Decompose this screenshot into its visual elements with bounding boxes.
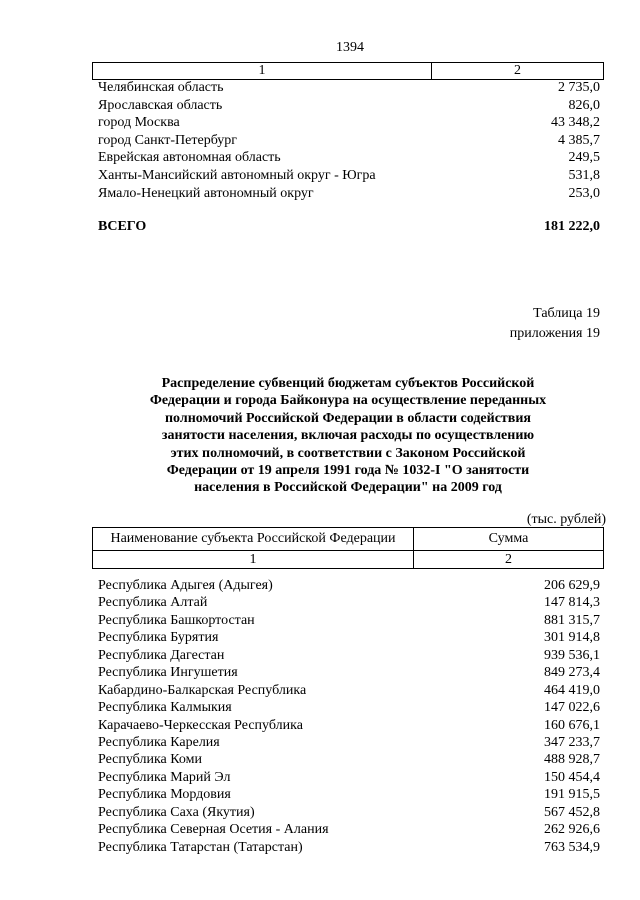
region-name: Республика Бурятия [98,630,219,646]
header-amount: Сумма [414,528,604,551]
region-name: Ярославская область [98,97,223,113]
amount-value: 206 629,9 [544,578,600,593]
amount-value: 150 454,4 [544,769,600,785]
column-number-2: 2 [432,63,604,80]
region-name: Республика Коми [98,752,202,768]
total-row [98,219,600,235]
region-name: Республика Башкортостан [98,612,255,628]
column-number-1: 1 [93,551,414,569]
table-number: Таблица 19 [533,306,600,321]
table-row [98,717,600,734]
column-number-1: 1 [93,63,432,80]
table-row [98,647,600,664]
table-row [98,79,600,97]
table-row [98,612,600,629]
amount-value: 763 534,9 [544,839,600,855]
amount-value: 191 915,5 [544,787,600,803]
region-name: Ханты-Мансийский автономный округ - Югра [98,167,376,183]
amount-value: 4 385,7 [558,132,600,148]
amount-value: 347 233,7 [544,734,600,750]
region-name: Республика Дагестан [98,647,225,663]
amount-value: 488 928,7 [544,752,600,768]
amount-value: 939 536,1 [544,647,600,663]
amount-value: 249,5 [568,150,600,166]
table-row [98,682,600,699]
table-row [98,629,600,646]
table-row [98,167,600,185]
table-row [98,751,600,768]
table-row [98,786,600,803]
page-number: 1394 [336,40,364,55]
table-row [98,839,600,856]
region-name: Челябинская область [98,80,224,95]
amount-value: 826,0 [568,97,600,113]
table-row [98,97,600,115]
region-name: Республика Саха (Якутия) [98,804,255,820]
amount-value: 160 676,1 [544,717,600,733]
amount-value: 253,0 [568,185,600,201]
region-name: Карачаево-Черкесская Республика [98,717,303,733]
table-row [98,664,600,681]
table-reference [510,304,600,344]
table-row [98,577,600,594]
amount-value: 147 022,6 [544,700,600,716]
table-row [98,149,600,167]
table-row [98,185,600,203]
amount-value: 301 914,8 [544,630,600,646]
region-name: Республика Калмыкия [98,700,232,716]
main-table-body [98,577,600,856]
header-subject-name: Наименование субъекта Российской Федерации [93,528,414,551]
region-name: Еврейская автономная область [98,150,281,166]
region-name: Республика Алтай [98,595,208,611]
total-value: 181 222,0 [544,219,600,234]
table-row [98,734,600,751]
total-label: ВСЕГО [98,219,147,234]
table-title: Распределение субвенций бюджетам субъектов Российской Федерации и города Байконура на осуществление переданных полномочий Российской Федерации в области содействия занятости населения, включая расходы по осуществлению этих полномочий, в соответствии с Законом Российской Федерации от 19 апреля 1991 года № 1032-I "О занятости населения в Российской Федерации" на 2009 год [149,376,547,496]
region-name: Республика Мордовия [98,787,231,803]
amount-value: 147 814,3 [544,595,600,611]
amount-value: 262 926,6 [544,822,600,838]
amount-value: 43 348,2 [551,115,600,131]
region-name: город Санкт-Петербург [98,132,238,148]
region-name: Кабардино-Балкарская Республика [98,682,307,698]
table-row [98,804,600,821]
column-number-2: 2 [414,551,604,569]
table-row [98,821,600,838]
amount-value: 849 273,4 [544,665,600,681]
amount-value: 464 419,0 [544,682,600,698]
region-name: Республика Карелия [98,734,220,750]
table-row [98,594,600,611]
amount-value: 531,8 [568,167,600,183]
main-table-header [92,527,604,569]
region-name: Ямало-Ненецкий автономный округ [98,185,314,201]
region-name: Республика Татарстан (Татарстан) [98,839,303,855]
amount-value: 881 315,7 [544,612,600,628]
region-name: Республика Марий Эл [98,769,231,785]
table-row [98,769,600,786]
table-row [98,699,600,716]
top-table-header [92,62,604,80]
amount-value: 2 735,0 [558,80,600,95]
table-row [98,132,600,150]
top-table-body [98,79,600,202]
units-label: (тыс. рублей) [526,512,606,527]
region-name: Республика Адыгея (Адыгея) [98,578,273,593]
appendix-reference: приложения 19 [509,326,600,341]
table-row [98,114,600,132]
amount-value: 567 452,8 [544,804,600,820]
region-name: город Москва [98,115,180,131]
region-name: Республика Северная Осетия - Алания [98,822,329,838]
region-name: Республика Ингушетия [98,665,238,681]
